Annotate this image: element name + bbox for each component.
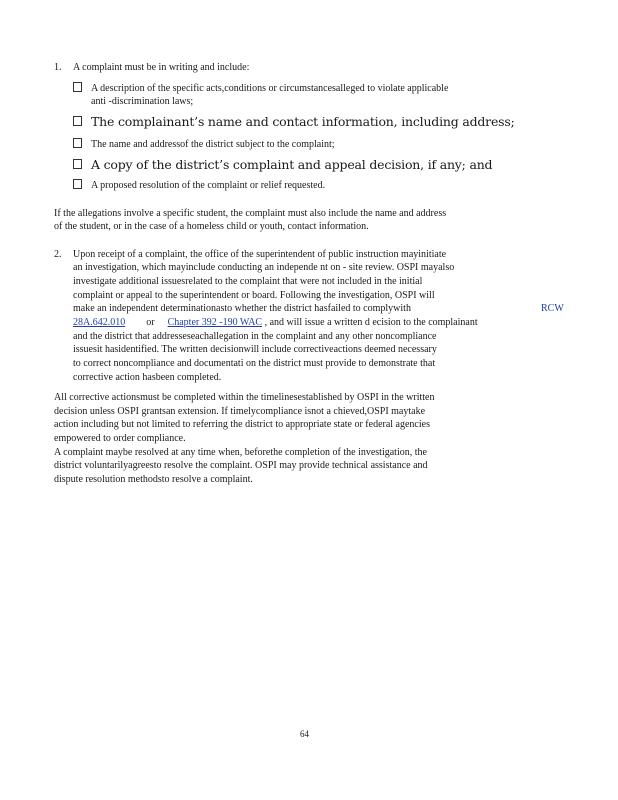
item2-line-2: an investigation, which mayinclude conducting an independe nt on - site review. OSPI mayalso <box>73 262 455 273</box>
resolve-para-line-1: A complaint maybe resolved at any time when, beforethe completion of the investigation, the <box>54 447 427 458</box>
homeless-para-line-1: If the allegations involve a specific student, the complaint must also include the name and address <box>54 208 447 219</box>
item2-line-4: complaint or appeal to the superintendent or board. Following the investigation, OSPI will <box>73 290 435 301</box>
bullet-text-1b: anti -discrimination laws; <box>91 96 194 107</box>
rcw-link-part-2[interactable]: 28A.642.010 <box>73 317 126 328</box>
bullet-box-icon <box>73 159 82 172</box>
bullet-box-icon <box>73 116 82 129</box>
rcw-link-part-1[interactable]: RCW <box>541 303 564 314</box>
item2-line-6-rest: , and will issue a written d ecision to the complainant <box>264 317 478 328</box>
bullet-text-4: A copy of the district’s complaint and appeal decision, if any; and <box>91 157 493 172</box>
bullet-text-1a: A description of the specific acts,conditions or circumstancesalleged to violate applicable <box>91 83 449 94</box>
item2-line-8: issuesit hasidentified. The written decisionwill include correctiveactions deemed necessary <box>73 344 437 355</box>
item2-line-9: to correct noncompliance and documentati on the district must provide to demonstrate that <box>73 358 436 369</box>
wac-link[interactable]: Chapter 392 -190 WAC <box>167 317 263 328</box>
item2-line-3: investigate additional issuesrelated to the complaint that were not included in the initial <box>73 276 423 287</box>
item1-intro: A complaint must be in writing and include: <box>73 62 250 73</box>
item2-line-7: and the district that addresseseachallegation in the complaint and any other noncompliance <box>73 331 437 342</box>
bullet-box-icon <box>73 138 82 151</box>
or-text: or <box>146 317 155 328</box>
resolve-para-line-2: district voluntarilyagreesto resolve the complaint. OSPI may provide technical assistance and <box>54 460 428 471</box>
corrective-para-line-4: empowered to order compliance. <box>54 433 186 444</box>
bullet-text-5: A proposed resolution of the complaint or relief requested. <box>91 180 326 191</box>
list-number-1: 1. <box>54 62 62 73</box>
item2-line-10: corrective action hasbeen completed. <box>73 372 222 383</box>
item2-line-6 <box>73 316 478 329</box>
bullet-text-2: The complainant’s name and contact information, including address; <box>91 114 515 129</box>
item2-line-1: Upon receipt of a complaint, the office of the superintendent of public instruction mayinitiate <box>73 249 447 260</box>
list-number-2: 2. <box>54 249 62 260</box>
item2-line-5: make an independent determinationasto whether the district hasfailed to complywith <box>73 303 411 314</box>
corrective-para-line-1: All corrective actionsmust be completed within the timelinesestablished by OSPI in the written <box>54 392 435 403</box>
bullet-text-3: The name and addressof the district subject to the complaint; <box>91 139 335 150</box>
corrective-para-line-2: decision unless OSPI grantsan extension. If timelycompliance isnot a chieved,OSPI maytake <box>54 406 426 417</box>
homeless-para-line-2: of the student, or in the case of a homeless child or youth, contact information. <box>54 221 369 232</box>
corrective-para-line-3: action including but not limited to referring the district to appropriate state or federal agencies <box>54 419 430 430</box>
resolve-para-line-3: dispute resolution methodsto resolve a complaint. <box>54 474 253 485</box>
bullet-box-icon <box>73 179 82 192</box>
page-number: 64 <box>300 729 309 739</box>
bullet-box-icon <box>73 82 82 95</box>
